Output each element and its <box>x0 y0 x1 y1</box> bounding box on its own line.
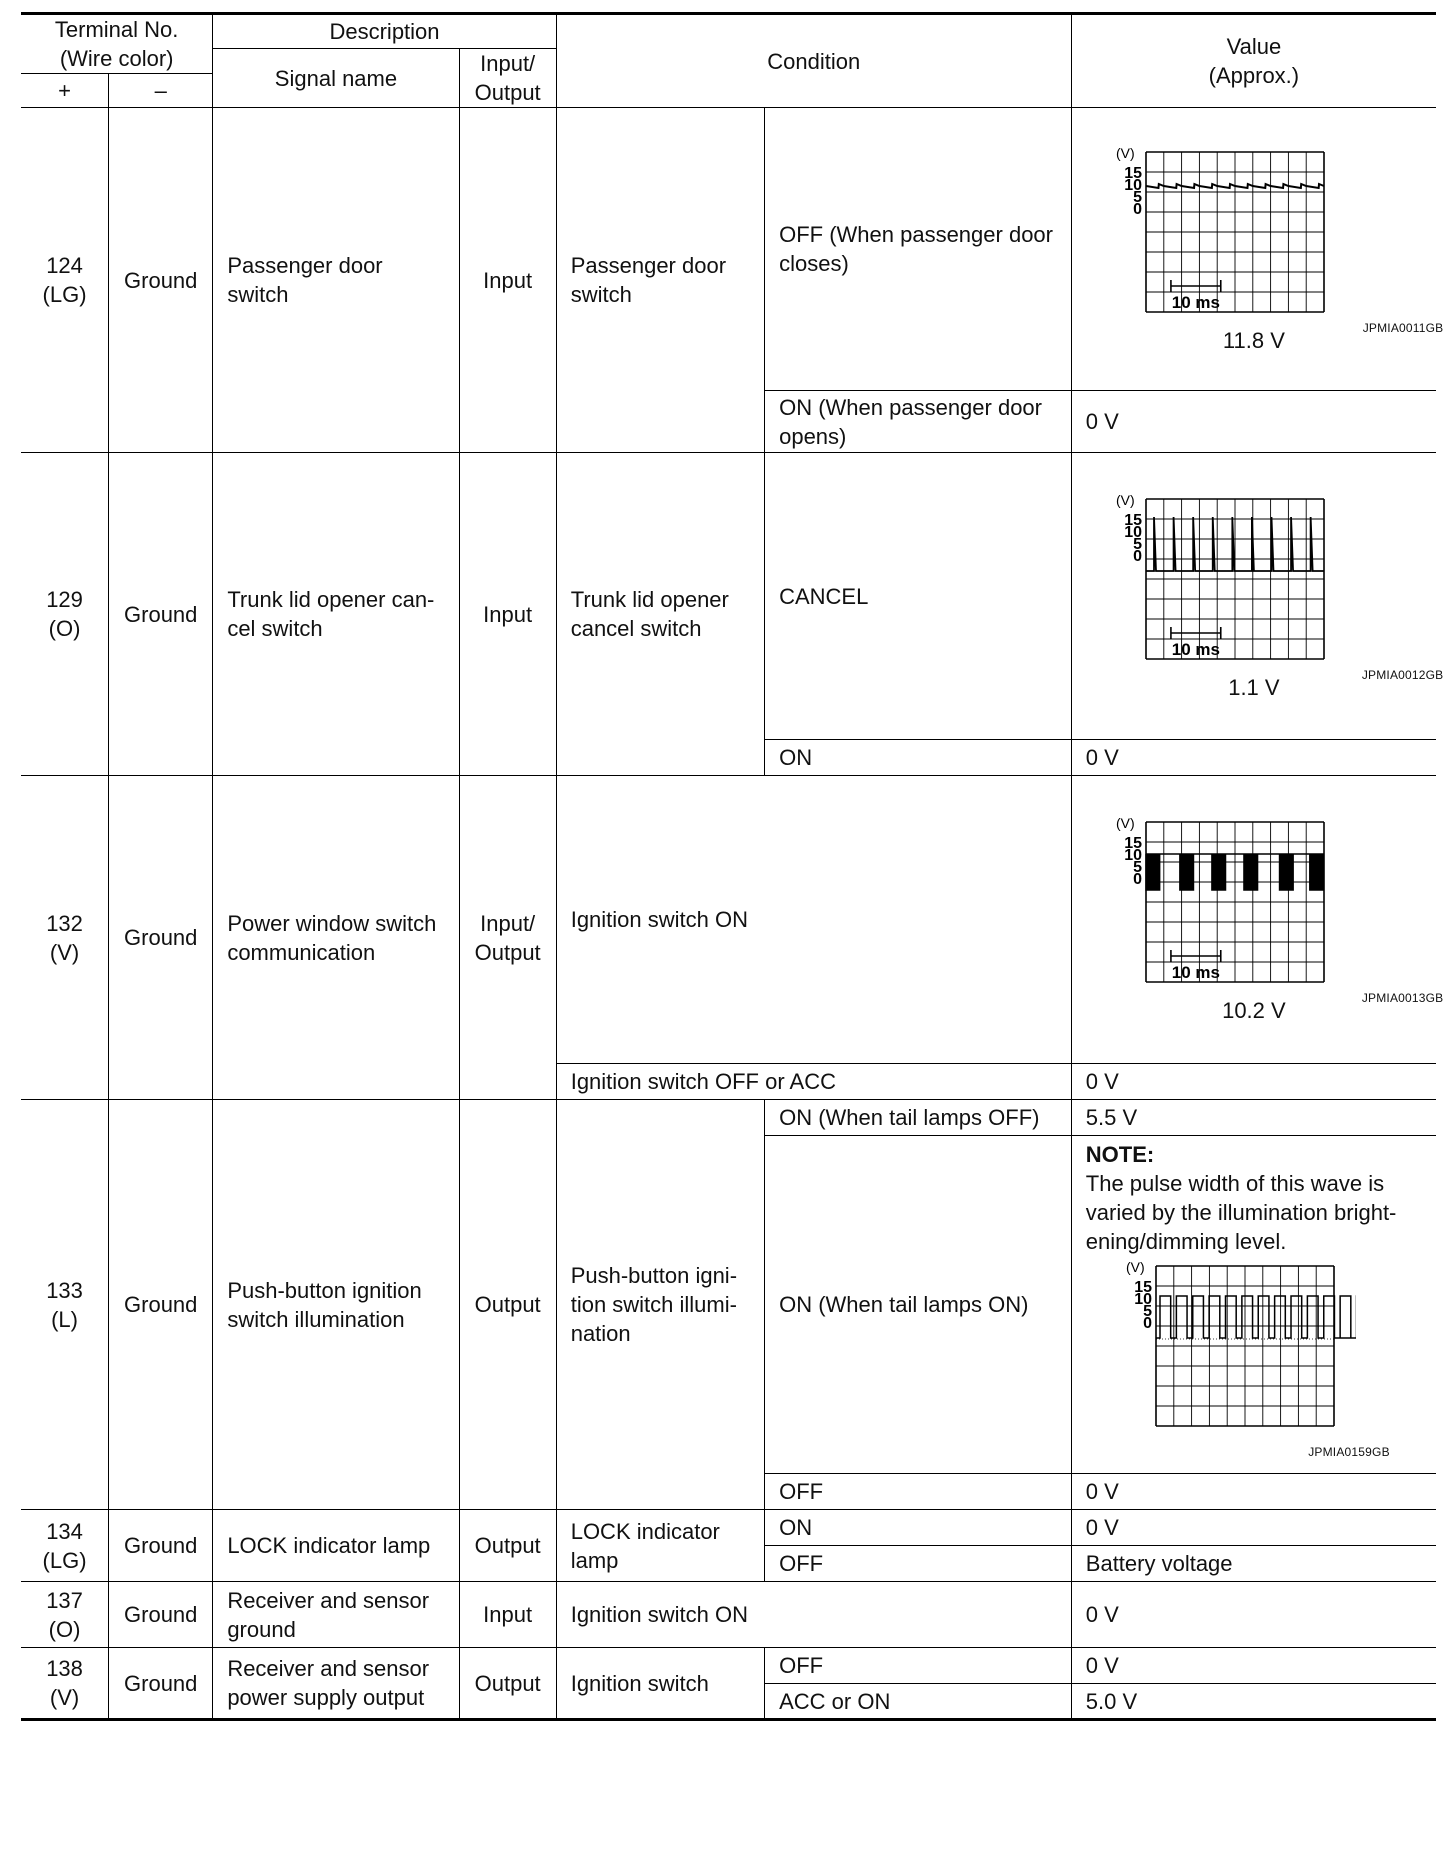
condition-state: ON <box>765 740 1072 776</box>
terminal-cell <box>21 453 109 776</box>
io-type: Output <box>459 1100 556 1510</box>
waveform-chart <box>1076 814 1376 984</box>
condition: Ignition switch <box>556 1648 764 1720</box>
y-tick-label: 5 <box>1133 188 1143 206</box>
minus-terminal: Ground <box>109 1100 213 1510</box>
time-label: 10 ms <box>1172 292 1221 312</box>
value: Battery voltage <box>1071 1546 1436 1582</box>
header-wire-color-label: (Wire color) <box>59 46 174 71</box>
note-label: NOTE: <box>1085 1142 1155 1167</box>
condition-state: ON <box>765 1510 1072 1546</box>
terminal-cell <box>21 1648 109 1720</box>
waveform-124 <box>1076 144 1444 335</box>
signal-name: Push-button ignition switch illumination <box>213 1100 459 1510</box>
condition: LOCK indicator lamp <box>556 1510 764 1582</box>
signal-name: Trunk lid opener can- cel switch <box>213 453 459 776</box>
value: 0 V <box>1071 1582 1436 1648</box>
condition: Push-button igni- tion switch illumi- nation <box>556 1100 764 1510</box>
waveform-129 <box>1076 491 1444 682</box>
header-minus: – <box>109 74 213 108</box>
minus-terminal: Ground <box>109 453 213 776</box>
note-text: The pulse width of this wave is varied by the illumination bright-ening/dimming level. <box>1085 1171 1397 1254</box>
condition-state: ON (When passenger door opens) <box>765 391 1072 453</box>
condition-state: ON (When tail lamps OFF) <box>765 1100 1072 1136</box>
y-tick-label: 5 <box>1133 859 1143 876</box>
header-signal-name: Signal name <box>213 49 459 108</box>
time-label: 10 ms <box>1172 639 1221 659</box>
time-label: 10 ms <box>1172 963 1221 982</box>
condition-state: Ignition switch OFF or ACC <box>556 1064 1071 1100</box>
value: 0 V <box>1071 391 1436 453</box>
terminal-cell <box>21 1100 109 1510</box>
io-type: Input <box>459 1582 556 1648</box>
header-value-approx: (Approx.) <box>1208 63 1300 88</box>
terminal-number: 133 <box>46 1277 83 1303</box>
terminal-number: 138 <box>46 1656 83 1681</box>
io-type: Output <box>459 1510 556 1582</box>
header-value <box>1071 14 1436 108</box>
terminal-number: 134 <box>46 1518 83 1544</box>
value: 0 V <box>1071 740 1436 776</box>
signal-name: Receiver and sensor ground <box>213 1582 459 1648</box>
value: 0 V <box>1071 1064 1436 1100</box>
y-tick-label: 15 <box>1124 835 1143 852</box>
y-tick-label: 10 <box>1124 176 1143 194</box>
waveform-code: JPMIA0013GB <box>1361 991 1444 1005</box>
terminal-cell <box>21 776 109 1100</box>
condition-state: OFF (When passenger door closes) <box>765 108 1072 391</box>
wire-color: (LG) <box>42 282 87 307</box>
signal-name: Power window switch communication <box>213 776 459 1100</box>
header-description: Description <box>213 14 556 49</box>
waveform-trace <box>1156 1296 1356 1338</box>
condition-state: CANCEL <box>765 453 1072 740</box>
value: 1.1 V <box>1228 674 1280 700</box>
condition-state: Ignition switch ON <box>556 776 1071 1064</box>
io-type: Output <box>459 1648 556 1720</box>
value-cell <box>1071 1136 1436 1474</box>
value: 0 V <box>1071 1648 1436 1684</box>
value-cell <box>1071 453 1444 740</box>
wire-color: (L) <box>51 1306 78 1332</box>
minus-terminal: Ground <box>109 1648 213 1720</box>
terminal-number: 124 <box>46 253 83 278</box>
terminal-number: 129 <box>46 587 83 612</box>
io-type: Input <box>459 453 556 776</box>
terminal-cell <box>21 1510 109 1582</box>
waveform-code: JPMIA0011GB <box>1362 320 1444 335</box>
value: 11.8 V <box>1222 327 1285 353</box>
y-tick-label: 15 <box>1124 164 1143 182</box>
waveform-132 <box>1076 814 1444 1005</box>
y-tick-label: 10 <box>1124 847 1143 864</box>
terminal-number: 137 <box>46 1587 83 1613</box>
terminal-number: 132 <box>46 910 83 936</box>
waveform-chart <box>1086 1258 1356 1433</box>
minus-terminal: Ground <box>109 776 213 1100</box>
signal-name: LOCK indicator lamp <box>213 1510 459 1582</box>
y-tick-label: 5 <box>1133 535 1143 553</box>
io-type: Input/ Output <box>459 776 556 1100</box>
value-cell <box>1071 108 1444 391</box>
y-tick-label: 10 <box>1133 1291 1152 1308</box>
condition-state: OFF <box>765 1648 1072 1684</box>
y-tick-label: 0 <box>1133 547 1143 565</box>
wire-color: (V) <box>49 939 80 965</box>
header-value-label: Value <box>1226 34 1282 59</box>
y-tick-label: 5 <box>1142 1303 1152 1320</box>
header-terminal-no <box>21 14 213 74</box>
y-tick-label: 0 <box>1133 200 1143 218</box>
value-cell <box>1071 776 1444 1064</box>
y-tick-label: 0 <box>1142 1315 1152 1332</box>
wire-color: (O) <box>48 1616 81 1642</box>
waveform-chart <box>1076 491 1376 661</box>
waveform-code: JPMIA0159GB <box>1308 1445 1390 1459</box>
condition-state: OFF <box>765 1546 1072 1582</box>
terminal-table <box>21 12 1444 1721</box>
terminal-cell <box>21 108 109 453</box>
minus-terminal: Ground <box>109 1510 213 1582</box>
y-unit-label: (V) <box>1116 815 1136 831</box>
condition: Trunk lid opener cancel switch <box>556 453 764 776</box>
condition: Passenger door switch <box>556 108 764 453</box>
y-tick-label: 10 <box>1124 523 1143 541</box>
value: 0 V <box>1071 1510 1436 1546</box>
value: 0 V <box>1071 1474 1436 1510</box>
header-input-output: Input/ Output <box>459 49 556 108</box>
minus-terminal: Ground <box>109 1582 213 1648</box>
wire-color: (LG) <box>42 1547 87 1573</box>
signal-name: Receiver and sensor power supply output <box>213 1648 459 1720</box>
header-terminal-label: Terminal No. <box>54 17 179 42</box>
condition-state: OFF <box>765 1474 1072 1510</box>
y-tick-label: 0 <box>1133 871 1143 888</box>
signal-name: Passenger door switch <box>213 108 459 453</box>
value: 5.5 V <box>1071 1100 1436 1136</box>
y-unit-label: (V) <box>1125 1259 1145 1275</box>
waveform-133 <box>1086 1258 1390 1459</box>
condition-state: ACC or ON <box>765 1684 1072 1720</box>
y-unit-label: (V) <box>1116 144 1136 161</box>
waveform-code: JPMIA0012GB <box>1361 667 1444 682</box>
header-condition: Condition <box>556 14 1071 108</box>
value: 5.0 V <box>1071 1684 1436 1720</box>
y-tick-label: 15 <box>1124 511 1143 529</box>
wire-color: (V) <box>49 1685 80 1710</box>
condition-state: Ignition switch ON <box>556 1582 1071 1648</box>
header-plus: + <box>21 74 109 108</box>
minus-terminal: Ground <box>109 108 213 453</box>
wire-color: (O) <box>48 616 81 641</box>
terminal-cell <box>21 1582 109 1648</box>
y-unit-label: (V) <box>1116 491 1136 508</box>
condition-state: ON (When tail lamps ON) <box>765 1136 1072 1474</box>
y-tick-label: 15 <box>1133 1279 1152 1296</box>
io-type: Input <box>459 108 556 453</box>
value: 10.2 V <box>1222 998 1286 1023</box>
waveform-chart <box>1076 144 1376 314</box>
